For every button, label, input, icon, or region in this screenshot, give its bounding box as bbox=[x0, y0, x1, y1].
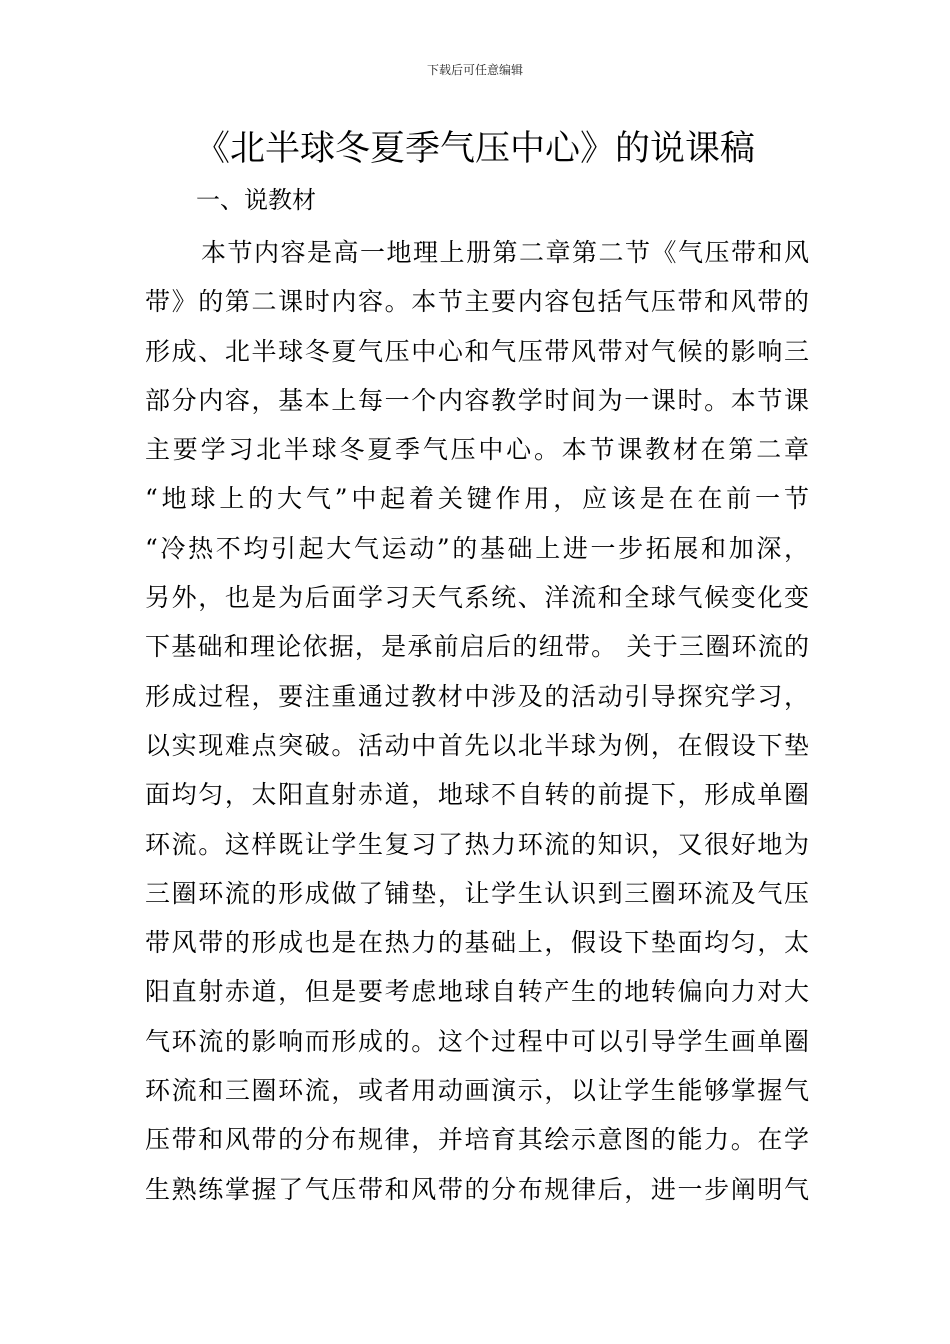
paragraph-line: 带风带的形成也是在热力的基础上，假设下垫面均匀，太 bbox=[145, 928, 809, 958]
paragraph-line: 部分内容，基本上每一个内容教学时间为一课时。本节课 bbox=[145, 385, 809, 415]
paragraph-line: 三圈环流的形成做了铺垫，让学生认识到三圈环流及气压 bbox=[145, 878, 809, 908]
body-paragraph bbox=[145, 228, 809, 1214]
paragraph-line: 阳直射赤道，但是要考虑地球自转产生的地转偏向力对大 bbox=[145, 977, 809, 1007]
paragraph-line: 以实现难点突破。活动中首先以北半球为例，在假设下垫 bbox=[145, 730, 809, 760]
paragraph-line: 形成、北半球冬夏气压中心和气压带风带对气候的影响三 bbox=[145, 336, 809, 366]
paragraph-line: 本节内容是高一地理上册第二章第二节《气压带和风 bbox=[201, 238, 809, 267]
paragraph-line: 主要学习北半球冬夏季气压中心。本节课教材在第二章 bbox=[145, 435, 809, 465]
paragraph-line: 面均匀，太阳直射赤道，地球不自转的前提下，形成单圈 bbox=[145, 780, 809, 810]
paragraph-line: 形成过程，要注重通过教材中涉及的活动引导探究学习， bbox=[145, 681, 809, 711]
paragraph-line: 生熟练掌握了气压带和风带的分布规律后，进一步阐明气 bbox=[145, 1174, 809, 1204]
paragraph-line: “地球上的大气”中起着关键作用，应该是在在前一节 bbox=[145, 484, 809, 514]
paragraph-line: 压带和风带的分布规律，并培育其绘示意图的能力。在学 bbox=[145, 1125, 809, 1155]
paragraph-line: 另外，也是为后面学习天气系统、洋流和全球气候变化变 bbox=[145, 583, 809, 613]
page-title: 《北半球冬夏季气压中心》的说课稿 bbox=[194, 129, 755, 169]
paragraph-line: 气环流的影响而形成的。这个过程中可以引导学生画单圈 bbox=[145, 1026, 809, 1056]
section-heading: 一、说教材 bbox=[196, 186, 316, 214]
paragraph-line: 环流和三圈环流，或者用动画演示，以让学生能够掌握气 bbox=[145, 1076, 809, 1106]
paragraph-line: 带》的第二课时内容。本节主要内容包括气压带和风带的 bbox=[145, 287, 809, 317]
paragraph-line: “冷热不均引起大气运动”的基础上进一步拓展和加深， bbox=[145, 533, 809, 563]
paragraph-line: 下基础和理论依据，是承前启后的纽带。 关于三圈环流的 bbox=[145, 632, 809, 662]
download-note: 下载后可任意编辑 bbox=[426, 63, 523, 77]
paragraph-line: 环流。这样既让学生复习了热力环流的知识，又很好地为 bbox=[145, 829, 809, 859]
